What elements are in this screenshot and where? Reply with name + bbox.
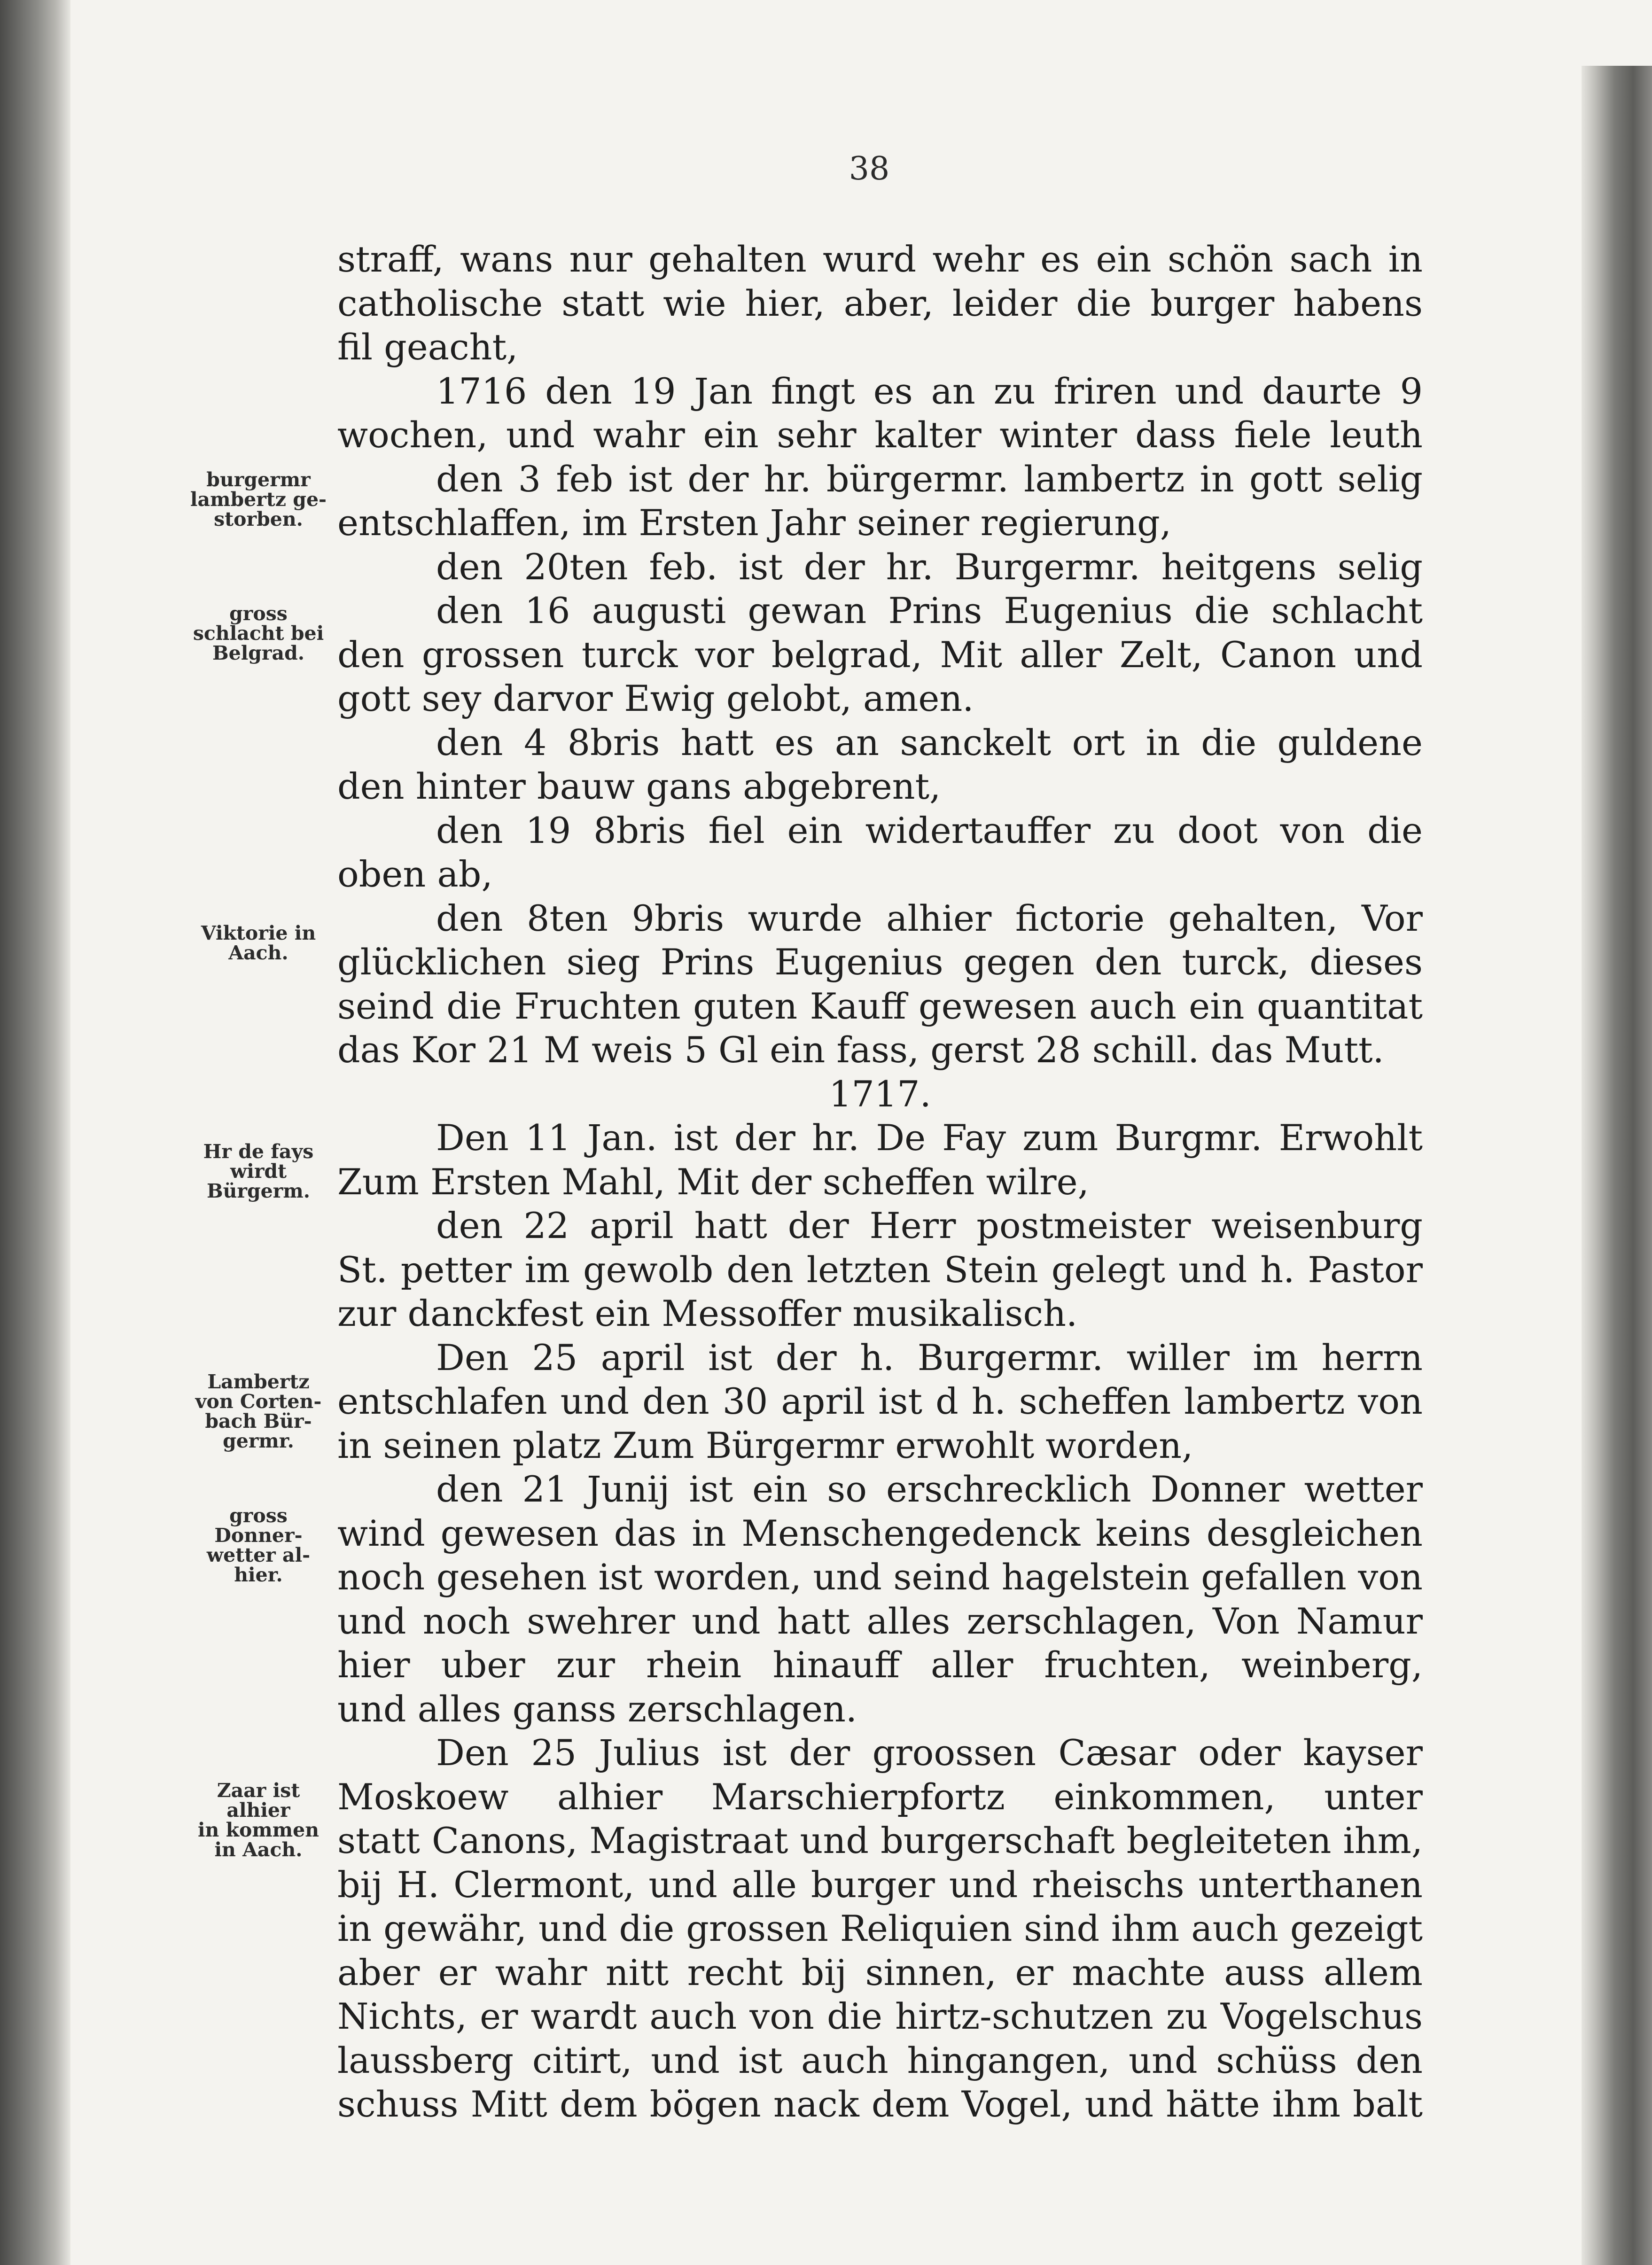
margin-note-tsar-arrival: Zaar ist alhier in kommen in Aach. bbox=[197, 1779, 319, 1861]
text-line: Moskoew alhier Marschierpfortz einkommen, unter bbox=[337, 1775, 1423, 1818]
margin-note-de-fay-mayor: Hr de fays wirdt Bürgerm. bbox=[203, 1140, 314, 1202]
text-line: Den 11 Jan. ist der hr. De Fay zum Burgmr. Erwohlt bbox=[436, 1117, 1423, 1159]
text-line: den hinter bauw gans abgebrent, bbox=[337, 765, 941, 807]
text-line: fil geacht, bbox=[337, 326, 518, 368]
scan-shadow-right bbox=[1582, 66, 1652, 2265]
text-line: den 8ten 9bris wurde alhier fictorie gehalten, Vor bbox=[436, 897, 1423, 939]
text-line: St. petter im gewolb den letzten Stein gelegt und h. Pastor bbox=[337, 1248, 1423, 1291]
text-line: und alles ganss zerschlagen. bbox=[337, 1688, 857, 1730]
text-line: den 4 8bris hatt es an sanckelt ort in die guldene bbox=[436, 721, 1423, 763]
text-line: den 19 8bris fiel ein widertauffer zu doot von die bbox=[436, 809, 1423, 851]
text-line: seind die Fruchten guten Kauff gewesen auch ein quantitat bbox=[337, 985, 1423, 1027]
text-line: den grossen turck vor belgrad, Mit aller Zelt, Canon und bbox=[337, 633, 1423, 676]
text-line: den 20ten feb. ist der hr. Burgermr. heitgens selig bbox=[436, 545, 1423, 588]
text-line: noch gesehen ist worden, und seind hagelstein gefallen von bbox=[337, 1556, 1423, 1598]
margin-note-victory-aachen: Viktorie in Aach. bbox=[201, 922, 316, 964]
text-line: hier uber zur rhein hinauff aller fruchten, weinberg, bbox=[337, 1644, 1423, 1686]
text-line: das Kor 21 M weis 5 Gl ein fass, gerst 28 schill. das Mutt. bbox=[337, 1029, 1384, 1071]
margin-note-lambertz-died: burgermr lambertz ge- storben. bbox=[190, 468, 327, 530]
margin-note-lambertz-cortenbach: Lambertz von Corten- bach Bür- germr. bbox=[195, 1370, 322, 1452]
text-line: Den 25 april ist der h. Burgermr. willer im herrn bbox=[436, 1336, 1423, 1378]
text-line: statt Canons, Magistraat und burgerschaft begleiteten ihm, bbox=[337, 1820, 1423, 1861]
text-line: entschlaffen, im Ersten Jahr seiner regierung, bbox=[337, 502, 1171, 544]
text-line: schuss Mitt dem bögen nack dem Vogel, und hätte ihm balt bbox=[337, 2083, 1423, 2125]
text-line: und noch swehrer und hatt alles zerschlagen, Von Namur bbox=[337, 1600, 1423, 1642]
text-line: Den 25 Julius ist der groossen Cæsar oder kayser bbox=[436, 1732, 1423, 1774]
text-line: bij H. Clermont, und alle burger und rheischs unterthanen bbox=[337, 1863, 1423, 1906]
text-line: oben ab, bbox=[337, 853, 493, 895]
text-line: den 22 april hatt der Herr postmeister weisenburg bbox=[436, 1205, 1423, 1246]
chronicle-body-text bbox=[337, 237, 1423, 2126]
text-line: Nichts, er wardt auch von die hirtz-schutzen zu Vogelschus bbox=[337, 1995, 1423, 2037]
text-line: aber er wahr nitt recht bij sinnen, er machte auss allem bbox=[337, 1951, 1423, 1993]
text-line: straff, wans nur gehalten wurd wehr es ein schön sach in bbox=[337, 238, 1423, 280]
text-line: den 3 feb ist der hr. bürgermr. lambertz in gott selig bbox=[436, 458, 1423, 500]
year-heading: 1717. bbox=[829, 1073, 931, 1115]
text-line: wochen, und wahr ein sehr kalter winter dass fiele leuth bbox=[337, 414, 1423, 456]
page-number: 38 bbox=[849, 150, 890, 187]
text-line: catholische statt wie hier, aber, leider die burger habens bbox=[337, 282, 1423, 324]
scan-shadow-left bbox=[0, 0, 70, 2265]
text-line: Zum Ersten Mahl, Mit der scheffen wilre, bbox=[337, 1160, 1089, 1203]
text-line: in seinen platz Zum Bürgermr erwohlt worden, bbox=[337, 1424, 1193, 1466]
text-line: den 16 augusti gewan Prins Eugenius die schlacht bbox=[436, 590, 1423, 631]
text-line: in gewähr, und die grossen Reliquien sind ihm auch gezeigt bbox=[337, 1907, 1423, 1949]
margin-note-thunderstorm: gross Donner- wetter al- hier. bbox=[206, 1504, 311, 1586]
text-line: 1716 den 19 Jan fingt es an zu friren und daurte 9 bbox=[436, 370, 1423, 412]
text-line: laussberg citirt, und ist auch hingangen, und schüss den bbox=[337, 2039, 1423, 2081]
text-line: gott sey darvor Ewig gelobt, amen. bbox=[337, 677, 974, 719]
text-line: entschlafen und den 30 april ist d h. scheffen lambertz von bbox=[337, 1380, 1423, 1422]
text-line: den 21 Junij ist ein so erschrecklich Donner wetter bbox=[436, 1468, 1423, 1510]
text-line: zur danckfest ein Messoffer musikalisch. bbox=[337, 1292, 1078, 1334]
text-line: wind gewesen das in Menschengedenck keins desgleichen bbox=[337, 1512, 1423, 1554]
text-line: glücklichen sieg Prins Eugenius gegen den turck, dieses bbox=[337, 941, 1423, 983]
margin-note-battle-belgrade: gross schlacht bei Belgrad. bbox=[193, 602, 324, 664]
